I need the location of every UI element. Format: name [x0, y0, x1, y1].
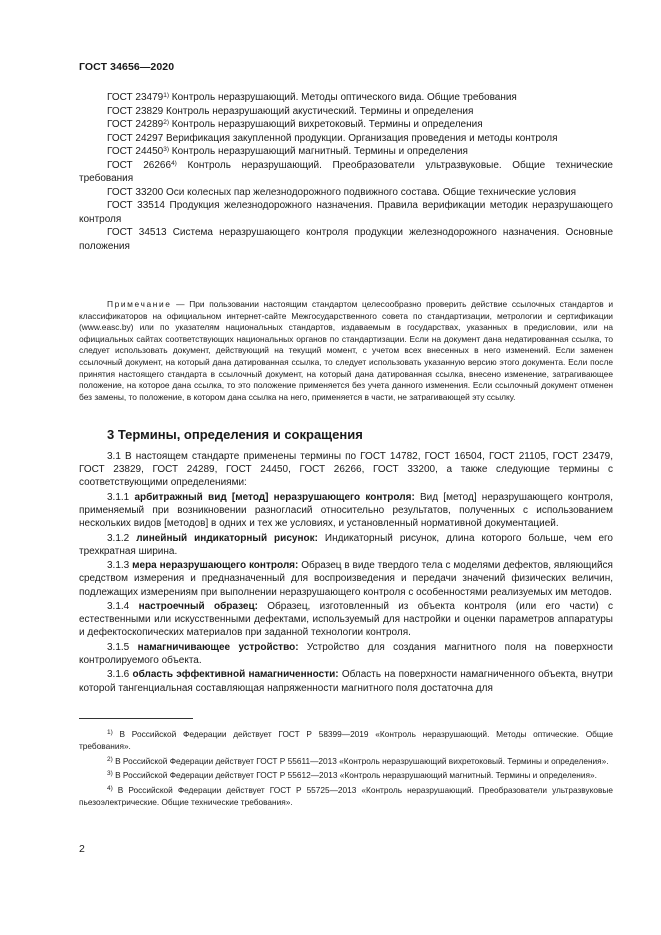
page-number: 2: [79, 843, 85, 855]
reference-item: ГОСТ 23829 Контроль неразрушающий акустический. Термины и определения: [107, 105, 474, 117]
term-name: настроечный образец:: [138, 600, 258, 612]
note-label: Примечание: [107, 299, 172, 309]
section-title: 3 Термины, определения и сокращения: [107, 427, 363, 442]
term-definition: 3.1.5 намагничивающее устройство: Устройство для создания магнитного поля на поверхности контролируемого объекта.: [79, 641, 613, 666]
section-body: [79, 450, 613, 696]
reference-item: ГОСТ 34513 Система неразрушающего контроля продукции железнодорожного назначения. Основные положения: [79, 227, 613, 252]
footnote: $^{3)}$ В Российской Федерации действует ГОСТ Р 55612—2013 «Контроль неразрушающий магнитный. Термины и определения».: [107, 770, 597, 780]
term-name: арбитражный вид [метод] неразрушающего контроля:: [134, 491, 415, 503]
reference-item: ГОСТ 33514 Продукция железнодорожного назначения. Правила верификации методик неразрушающего контроля: [79, 200, 613, 225]
reference-item: ГОСТ 24297 Верификация закупленной продукции. Организация проведения и методы контроля: [107, 132, 558, 144]
reference-item: ГОСТ 26266$^{4)}$ Контроль неразрушающий. Преобразователи ультразвуковые. Общие технические требования: [79, 159, 613, 184]
section-intro: 3.1 В настоящем стандарте применены термины по ГОСТ 14782, ГОСТ 16504, ГОСТ 21105, ГОСТ 23479, ГОСТ 23829, ГОСТ 24289, ГОСТ 24450, ГОСТ 26266, ГОСТ 33200, а также следующие термины с соответствующими определениями:: [79, 451, 613, 489]
footnotes: [79, 728, 613, 810]
footnote: $^{2)}$ В Российской Федерации действует ГОСТ Р 55611—2013 «Контроль неразрушающий вихретоковый. Термины и определения».: [107, 755, 609, 766]
term-definition: 3.1.2 линейный индикаторный рисунок: Индикаторный рисунок, длина которого больше, чем его трехкратная ширина.: [79, 532, 613, 557]
term-name: намагничивающее устройство:: [137, 641, 299, 653]
term-definition: 3.1.4 настроечный образец: Образец, изготовленный из объекта контроля (или его части) с естественными или искусственными дефектами, используемый для настройки и оценки параметров аппаратуры и дефектоскопических материалов при заданной технологии контроля.: [79, 600, 613, 639]
reference-item: ГОСТ 24289$^{2)}$ Контроль неразрушающий вихретоковый. Термины и определения: [107, 119, 483, 130]
note-block: [79, 299, 613, 403]
term-definition: 3.1.1 арбитражный вид [метод] неразрушающего контроля: Вид [метод] неразрушающего контроля, применяемый при возникновении разногласий относительно результатов, полученных с использованием нескольких видов [методов] в одних и тех же условиях, и установленный нормативной документацией.: [79, 491, 613, 530]
term-definition: 3.1.6 область эффективной намагниченности: Область на поверхности намагниченного объекта, внутри которой тангенциальная составляющая напряженности магнитного поля достаточна для: [79, 669, 613, 694]
term-name: линейный индикаторный рисунок:: [136, 532, 318, 544]
page-header: ГОСТ 34656—2020: [79, 61, 175, 73]
normative-references-list: [79, 91, 613, 253]
reference-item: ГОСТ 24450$^{3)}$ Контроль неразрушающий магнитный. Термины и определения: [107, 146, 468, 157]
term-name: мера неразрушающего контроля:: [132, 560, 299, 572]
reference-item: ГОСТ 33200 Оси колесных пар железнодорожного подвижного состава. Общие технические условия: [107, 186, 577, 198]
term-name: область эффективной намагниченности:: [132, 669, 339, 681]
term-definition: 3.1.3 мера неразрушающего контроля: Образец в виде твердого тела с моделями дефектов, являющийся средством измерения и предназначенный для воспроизведения и передачи значений физических величин, подлежащих измерениям при выполнении неразрушающего контроля с особенностями реализуемых им методов.: [79, 560, 613, 598]
reference-item: ГОСТ 23479$^{1)}$ Контроль неразрушающий. Методы оптического вида. Общие требования: [107, 92, 517, 103]
footnote-divider: [79, 718, 193, 719]
footnote: $^{1)}$ В Российской Федерации действует ГОСТ Р 58399—2019 «Контроль неразрушающий. Методы оптические. Общие требования».: [79, 729, 613, 751]
note-text: — При пользовании настоящим стандартом целесообразно проверить действие ссылочных стандартов и классификаторов на официальном интернет-сайте Межгосударственного совета по стандартизации, метрологии и сертификации (www.easc.by) или по указателям национальных стандартов, издаваемым в государствах, указанных в предисловии, или на официальных сайтах соответствующих национальных органов по стандартизации. Если на документ дана недатированная ссылка, то следует использовать документ, действующий на текущий момент, с учетом всех внесенных в него изменений. Если заменен ссылочный документ, на который дана датированная ссылка, то следует использовать указанную версию этого документа. Если после принятия настоящего стандарта в ссылочный документ, на который дана датированная ссылка, внесено изменение, затрагивающее положение, на которое дана ссылка, то это положение применяется без учета данного изменения. Если ссылочный документ отменен без замены, то положение, в котором дана ссылка на него, применяется в части, не затрагивающей эту ссылку.: [79, 299, 613, 402]
footnote: $^{4)}$ В Российской Федерации действует ГОСТ Р 55725—2013 «Контроль неразрушающий. Преобразователи ультразвуковые пьезоэлектрические. Общие технические требования».: [79, 784, 613, 807]
